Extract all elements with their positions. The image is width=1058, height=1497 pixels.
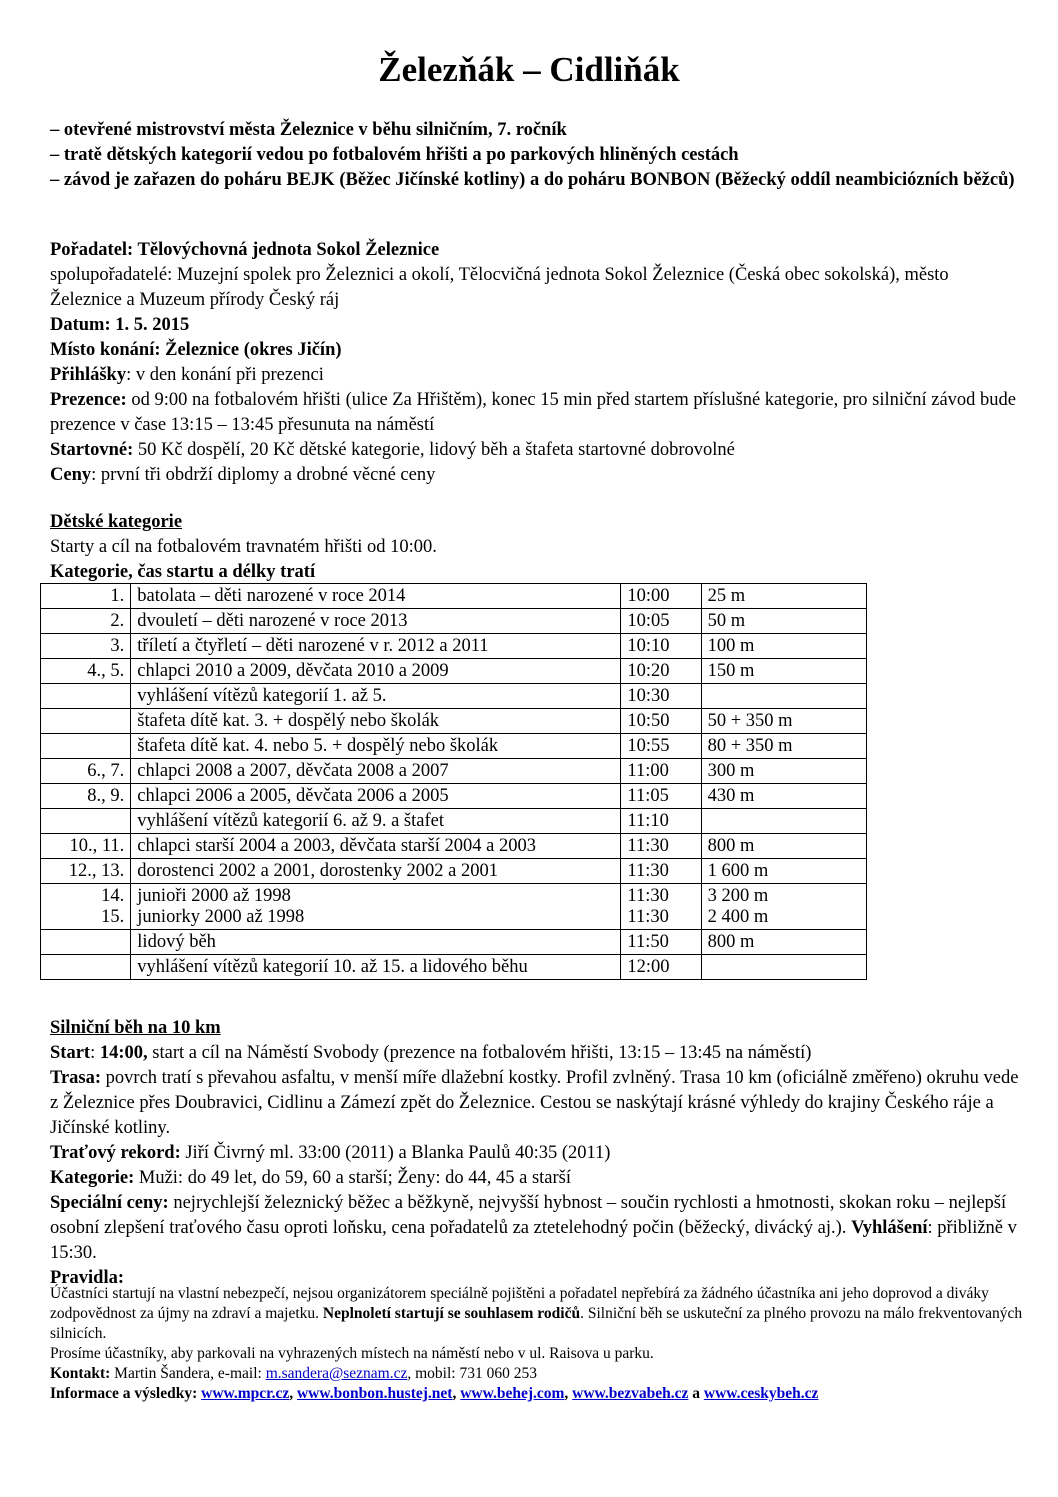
links-label: Informace a výsledky: <box>50 1385 198 1402</box>
cell-time-text: 10:55 <box>627 736 670 756</box>
entry-fee-value: 50 Kč dospělí, 20 Kč dětské kategorie, lidový běh a štafeta startovné dobrovolné <box>133 440 735 460</box>
link-ceskybeh[interactable]: www.ceskybeh.cz <box>703 1385 819 1402</box>
cell-time <box>621 759 701 784</box>
cell-len-text: 3 200 m <box>707 886 769 906</box>
prizes-value: : první tři obdrží diplomy a drobné věcné ceny <box>91 465 436 485</box>
table-row <box>41 884 867 930</box>
registration-value: : v den konání při prezenci <box>126 365 324 385</box>
cell-name <box>131 684 621 709</box>
prizes-label: Ceny <box>50 465 92 485</box>
road-categories <box>50 1166 1020 1191</box>
link-behej[interactable]: www.behej.com <box>460 1385 565 1402</box>
cell-len-text: 100 m <box>707 636 755 656</box>
cell-name <box>131 584 621 609</box>
contact-email-link[interactable]: m.sandera@seznam.cz <box>265 1365 408 1382</box>
presentation-label: Prezence: <box>50 390 127 410</box>
road-announce-value: : přibližně v 15:30. <box>50 1218 1017 1263</box>
cell-num-text: 12., 13. <box>68 861 125 881</box>
road-special-prizes <box>50 1191 1020 1266</box>
road-record <box>50 1141 1020 1166</box>
cell-name-text: chlapci 2008 a 2007, děvčata 2008 a 2007 <box>137 761 449 781</box>
kids-section <box>50 510 1020 585</box>
cell-len-text: 300 m <box>707 761 755 781</box>
event-date: Datum: 1. 5. 2015 <box>50 315 190 335</box>
cell-time <box>621 955 701 980</box>
cell-len <box>701 609 866 634</box>
cell-name <box>131 884 621 930</box>
table-row <box>41 659 867 684</box>
presentation <box>50 388 1020 438</box>
registration <box>50 363 1020 388</box>
road-special-label: Speciální ceny: <box>50 1193 169 1213</box>
cell-num-text: 2. <box>110 611 125 631</box>
cell-len <box>701 684 866 709</box>
cell-time-text: 11:50 <box>627 932 669 952</box>
table-row <box>41 809 867 834</box>
kids-categories-table <box>40 583 867 980</box>
cell-name-text: štafeta dítě kat. 4. nebo 5. + dospělý nebo školák <box>137 736 499 756</box>
cell-len <box>701 659 866 684</box>
kids-subtitle: Starty a cíl na fotbalovém travnatém hřišti od 10:00. <box>50 537 437 557</box>
cell-num <box>41 659 131 684</box>
cell-time-text: 11:10 <box>627 811 669 831</box>
road-section <box>50 1016 1020 1291</box>
event-place: Místo konání: Železnice (okres Jičín) <box>50 340 342 360</box>
kids-heading: Dětské kategorie <box>50 512 183 532</box>
cell-time-text: 11:30 <box>627 907 669 927</box>
cell-name-text: vyhlášení vítězů kategorií 1. až 5. <box>137 686 387 706</box>
cell-num-text <box>47 686 124 707</box>
cell-time-text: 10:05 <box>627 611 670 631</box>
table-row <box>41 784 867 809</box>
links-line: Informace a výsledky: www.mpcr.cz, www.bonbon.hustej.net, www.behej.com, www.bezvabeh.cz a www.ceskybeh.cz <box>50 1385 819 1402</box>
cell-len-text: 800 m <box>707 932 755 952</box>
table-row <box>41 609 867 634</box>
parking-note: Prosíme účastníky, aby parkovali na vyhrazených místech na náměstí nebo v ul. Raisova u parku. <box>50 1345 654 1362</box>
cell-name <box>131 809 621 834</box>
road-categories-label: Kategorie: <box>50 1168 135 1188</box>
cell-num <box>41 955 131 980</box>
cell-name-text: vyhlášení vítězů kategorií 6. až 9. a štafet <box>137 811 444 831</box>
cell-name-text: chlapci 2006 a 2005, děvčata 2006 a 2005 <box>137 786 449 806</box>
registration-label: Přihlášky <box>50 365 127 385</box>
contact-value: Martin Šandera, e-mail: <box>110 1365 266 1382</box>
cell-time <box>621 859 701 884</box>
intro-line: – závod je zařazen do poháru BEJK (Běžec Jičínské kotliny) a do poháru BONBON (Běžecký oddíl neambiciózních běžců) <box>50 170 1015 190</box>
cell-num-text <box>47 736 124 757</box>
table-row <box>41 834 867 859</box>
cell-len <box>701 584 866 609</box>
road-route-value: povrch tratí s převahou asfaltu, v menší míře dlažební kostky. Profil zvlněný. Trasa 10 km (oficiálně změřeno) okruhu vede z Železnice přes Doubravici, Cidlinu a Zámezí zpět do Železnice. Cestou se naskýtají krásné výhledy do krajiny Českého ráje a Jičínské kotliny. <box>50 1068 1019 1138</box>
road-start-rest: start a cíl na Náměstí Svobody (prezence na fotbalovém hřišti, 13:15 – 13:45 na náměstí) <box>147 1043 812 1063</box>
cell-time <box>621 684 701 709</box>
cell-num <box>41 809 131 834</box>
cell-time-text: 11:00 <box>627 761 669 781</box>
link-mpcr[interactable]: www.mpcr.cz <box>201 1385 290 1402</box>
kids-table-heading: Kategorie, čas startu a délky tratí <box>50 562 316 582</box>
road-special-value: nejrychlejší železnický běžec a běžkyně, nejvyšší hybnost – součin rychlosti a hmotnosti, skokan roku – nejlepší osobní zlepšení traťového času oproti loňsku, cena pořadatelů za ztetelehodný počin (běžecký, divácký aj.). <box>50 1193 1007 1238</box>
cell-time-text: 12:00 <box>627 957 670 977</box>
entry-fee <box>50 438 1020 463</box>
cell-len <box>701 809 866 834</box>
cell-len-text: 2 400 m <box>707 907 769 927</box>
cell-name <box>131 709 621 734</box>
entry-fee-label: Startovné: <box>50 440 134 460</box>
cell-num <box>41 634 131 659</box>
cell-num-text: 14. <box>101 886 125 906</box>
rules-paragraph <box>50 1284 1025 1344</box>
cell-len-text: 80 + 350 m <box>707 736 793 756</box>
cell-name <box>131 784 621 809</box>
cell-num <box>41 930 131 955</box>
intro-line: – otevřené mistrovství města Železnice v běhu silničním, 7. ročník <box>50 120 567 140</box>
cell-len <box>701 759 866 784</box>
table-row <box>41 734 867 759</box>
cell-time-text: 10:10 <box>627 636 670 656</box>
table-row <box>41 684 867 709</box>
cell-len <box>701 734 866 759</box>
table-row <box>41 709 867 734</box>
cell-time <box>621 784 701 809</box>
cell-name <box>131 609 621 634</box>
cell-num <box>41 859 131 884</box>
cell-len <box>701 859 866 884</box>
organizer: Pořadatel: Tělovýchovná jednota Sokol Železnice <box>50 240 440 260</box>
cell-time-text: 11:30 <box>627 836 669 856</box>
cell-name-text: juniorky 2000 až 1998 <box>137 907 305 927</box>
presentation-value: od 9:00 na fotbalovém hřišti (ulice Za Hřištěm), konec 15 min před startem příslušné kategorie, pro silniční závod bude prezence v čase 13:15 – 13:45 přesunuta na náměstí <box>50 390 1016 435</box>
cell-len-text: 430 m <box>707 786 755 806</box>
cell-time-text: 11:30 <box>627 886 669 906</box>
cell-num <box>41 684 131 709</box>
cell-name-text: vyhlášení vítězů kategorií 10. až 15. a lidového běhu <box>137 957 528 977</box>
cell-name <box>131 859 621 884</box>
road-route <box>50 1066 1020 1141</box>
link-bonbon[interactable]: www.bonbon.hustej.net <box>296 1385 453 1402</box>
cell-name-text: chlapci starší 2004 a 2003, děvčata starší 2004 a 2003 <box>137 836 536 856</box>
cell-num-text: 6., 7. <box>87 761 125 781</box>
cell-num <box>41 584 131 609</box>
intro-line: – tratě dětských kategorií vedou po fotbalovém hřišti a po parkových hliněných cestách <box>50 145 739 165</box>
cell-len-text: 1 600 m <box>707 861 769 881</box>
table-row <box>41 930 867 955</box>
cell-len-text <box>708 686 860 707</box>
cell-time <box>621 930 701 955</box>
road-start-sep: : <box>90 1043 100 1063</box>
rules-section <box>50 1284 1025 1404</box>
cell-time <box>621 734 701 759</box>
contact-phone: , mobil: 731 060 253 <box>407 1365 537 1382</box>
cell-num-text: 4., 5. <box>87 661 125 681</box>
cell-time-text: 10:00 <box>627 586 670 606</box>
cell-time <box>621 659 701 684</box>
cell-name <box>131 634 621 659</box>
cell-len <box>701 634 866 659</box>
cell-num <box>41 884 131 930</box>
cell-num-text: 10., 11. <box>69 836 125 856</box>
page-title: Železňák – Cidliňák <box>378 50 680 89</box>
cell-time-text: 11:30 <box>627 861 669 881</box>
rules-minors: Neplnoletí startují se souhlasem rodičů <box>322 1305 581 1322</box>
table-row <box>41 955 867 980</box>
cell-time <box>621 609 701 634</box>
cell-name-text: dorostenci 2002 a 2001, dorostenky 2002 a 2001 <box>137 861 498 881</box>
cell-num <box>41 709 131 734</box>
cell-name <box>131 734 621 759</box>
cell-time-text: 11:05 <box>627 786 669 806</box>
cell-num-text: 8., 9. <box>87 786 125 806</box>
cell-len-text: 800 m <box>707 836 755 856</box>
coorganizers: spolupořadatelé: Muzejní spolek pro Železnici a okolí, Tělocvičná jednota Sokol Železnice (Česká obec sokolská), město Železnice a Muzeum přírody Český ráj <box>50 265 949 310</box>
cell-time <box>621 834 701 859</box>
table-row <box>41 759 867 784</box>
cell-name-text: batolata – děti narozené v roce 2014 <box>137 586 406 606</box>
table-row <box>41 584 867 609</box>
cell-len-text: 25 m <box>707 586 746 606</box>
cell-time <box>621 709 701 734</box>
cell-name-text: tříletí a čtyřletí – děti narozené v r. 2012 a 2011 <box>137 636 489 656</box>
event-info <box>50 238 1020 488</box>
cell-name <box>131 955 621 980</box>
cell-num-text: 15. <box>101 907 125 927</box>
cell-len <box>701 709 866 734</box>
table-row <box>41 859 867 884</box>
cell-name-text: štafeta dítě kat. 3. + dospělý nebo školák <box>137 711 440 731</box>
cell-num-text: 3. <box>110 636 125 656</box>
road-categories-value: Muži: do 49 let, do 59, 60 a starší; Ženy: do 44, 45 a starší <box>134 1168 571 1188</box>
cell-time-text: 10:20 <box>627 661 670 681</box>
road-start <box>50 1041 1020 1066</box>
cell-num-text: 1. <box>110 586 125 606</box>
table-row <box>41 634 867 659</box>
road-record-label: Traťový rekord: <box>50 1143 181 1163</box>
road-route-label: Trasa: <box>50 1068 102 1088</box>
cell-num <box>41 734 131 759</box>
cell-name <box>131 659 621 684</box>
cell-name <box>131 834 621 859</box>
cell-len-text: 50 m <box>707 611 746 631</box>
cell-time <box>621 884 701 930</box>
road-record-value: Jiří Čivrný ml. 33:00 (2011) a Blanka Paulů 40:35 (2011) <box>180 1143 611 1163</box>
cell-name-text: chlapci 2010 a 2009, děvčata 2010 a 2009 <box>137 661 449 681</box>
cell-time-text: 10:30 <box>627 686 670 706</box>
contact-line <box>50 1364 1025 1384</box>
links-and: a <box>688 1385 704 1402</box>
contact-label: Kontakt: <box>50 1365 111 1382</box>
cell-num <box>41 759 131 784</box>
road-start-time: 14:00, <box>99 1043 148 1063</box>
cell-name <box>131 759 621 784</box>
cell-len-text <box>708 811 860 832</box>
cell-num-text <box>47 957 124 978</box>
prizes <box>50 463 1020 488</box>
cell-len <box>701 784 866 809</box>
cell-len <box>701 834 866 859</box>
cell-time <box>621 584 701 609</box>
cell-len-text: 50 + 350 m <box>707 711 793 731</box>
rules-text-c: . Silniční běh se uskuteční za plného provozu na málo frekventovaných silnicích. <box>50 1305 1023 1342</box>
cell-len <box>701 884 866 930</box>
rules-text-a: Účastníci startují na vlastní nebezpečí, nejsou organizátorem speciálně pojištěni a pořadatel nepřebírá za žádného účastníka ani jeho doprovod a diváky zodpovědnost za újmy na zdraví a majetku. <box>50 1285 989 1322</box>
cell-time <box>621 809 701 834</box>
cell-num <box>41 609 131 634</box>
cell-time <box>621 634 701 659</box>
cell-num-text <box>47 932 124 953</box>
cell-len <box>701 955 866 980</box>
road-start-label: Start <box>50 1043 91 1063</box>
cell-name-text: junioři 2000 až 1998 <box>137 886 291 906</box>
road-announce-label: Vyhlášení <box>851 1218 928 1238</box>
cell-len-text <box>708 957 860 978</box>
cell-num <box>41 834 131 859</box>
cell-num-text <box>47 811 124 832</box>
cell-num-text <box>47 711 124 732</box>
cell-time-text: 10:50 <box>627 711 670 731</box>
cell-name <box>131 930 621 955</box>
cell-len <box>701 930 866 955</box>
road-heading: Silniční běh na 10 km <box>50 1018 221 1038</box>
cell-name-text: lidový běh <box>137 932 216 952</box>
cell-len-text: 150 m <box>707 661 755 681</box>
link-bezvabeh[interactable]: www.bezvabeh.cz <box>572 1385 689 1402</box>
cell-name-text: dvouletí – děti narozené v roce 2013 <box>137 611 408 631</box>
intro-list <box>50 118 1020 193</box>
cell-num <box>41 784 131 809</box>
rules-heading: Pravidla: <box>50 1268 124 1288</box>
